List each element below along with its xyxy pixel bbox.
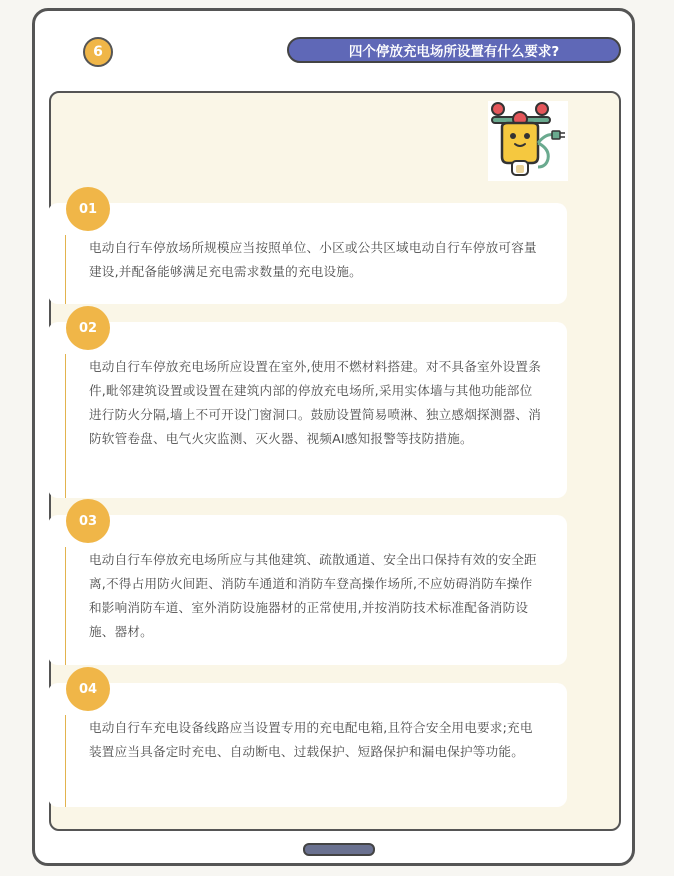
card-divider-line [65,354,66,498]
card-divider-line [65,235,66,304]
list-item [48,683,567,807]
item-number-badge: 02 [66,306,110,350]
list-item [48,322,567,498]
card-divider-line [65,715,66,807]
electric-scooter-mascot-icon [488,101,568,181]
bottom-handle [303,843,375,856]
list-item [48,203,567,304]
item-number-badge: 03 [66,499,110,543]
item-text: 电动自行车充电设备线路应当设置专用的充电配电箱,且符合安全用电要求;充电装置应当具备定时充电、自动断电、过载保护、短路保护和漏电保护等功能。 [89,720,533,759]
card-divider-line [65,547,66,665]
item-number-badge: 01 [66,187,110,231]
page-title: 四个停放充电场所设置有什么要求? [287,37,621,63]
item-text: 电动自行车停放场所规模应当按照单位、小区或公共区域电动自行车停放可容量建设,并配备能够满足充电需求数量的充电设施。 [89,240,537,279]
item-text: 电动自行车停放充电场所应与其他建筑、疏散通道、安全出口保持有效的安全距离,不得占用防火间距、消防车通道和消防车登高操作场所,不应妨碍消防车操作和影响消防车道、室外消防设施器材的正常使用,并按消防技术标准配备消防设施、器材。 [89,552,537,639]
list-item [48,515,567,665]
item-text: 电动自行车停放充电场所应设置在室外,使用不燃材料搭建。对不具备室外设置条件,毗邻建筑设置或设置在建筑内部的停放充电场所,采用实体墙与其他功能部位进行防火分隔,墙上不可开设门窗洞口。鼓励设置简易喷淋、独立感烟探测器、消防软管卷盘、电气火灾监测、灭火器、视频AI感知报警等技防措施。 [89,359,541,446]
item-number-badge: 04 [66,667,110,711]
page-number-badge: 6 [83,37,113,67]
